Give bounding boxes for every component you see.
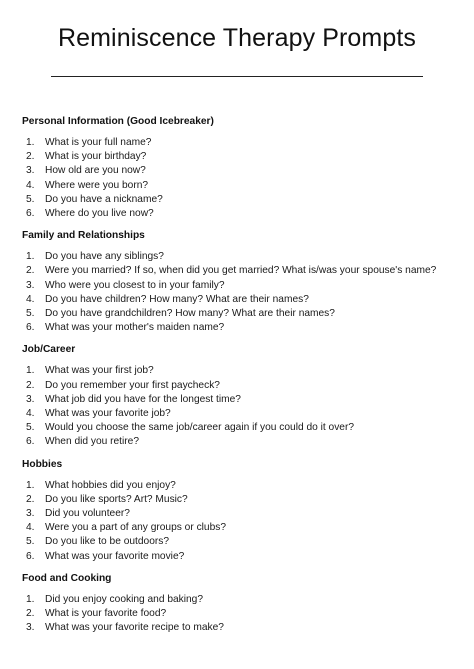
item-text: Who were you closest to in your family? (45, 279, 225, 291)
item-text: Do you have any siblings? (45, 251, 164, 263)
item-number: 1. (26, 137, 35, 148)
item-text: Where were you born? (45, 179, 149, 191)
list-item (22, 364, 462, 378)
item-number: 6. (26, 436, 35, 448)
item-text: Do you have grandchildren? How many? What are their names? (45, 308, 335, 320)
section-heading: Family and Relationships (22, 230, 145, 242)
prompt-list (22, 479, 462, 564)
section-heading: Job/Career (22, 344, 76, 356)
item-text: Did you enjoy cooking and baking? (45, 593, 204, 605)
item-number: 5. (26, 193, 35, 205)
item-number: 1. (26, 365, 35, 377)
prompt-list (22, 593, 462, 636)
section-heading: Personal Information (Good Icebreaker) (22, 116, 214, 127)
item-text: Do you like sports? Art? Music? (45, 493, 188, 505)
list-item (22, 164, 462, 178)
item-number: 1. (26, 251, 35, 263)
item-number: 5. (26, 536, 35, 548)
item-text: Do you like to be outdoors? (45, 536, 170, 548)
list-item (22, 435, 462, 449)
item-text: How old are you now? (45, 165, 146, 177)
item-number: 5. (26, 308, 35, 320)
list-item (22, 493, 462, 507)
list-item (22, 307, 462, 321)
list-item (22, 250, 462, 264)
item-text: What was your favorite job? (45, 408, 171, 420)
prompt-list (22, 364, 462, 449)
item-number: 2. (26, 151, 35, 163)
item-number: 4. (26, 179, 35, 191)
item-number: 3. (26, 508, 35, 520)
item-number: 6. (26, 322, 35, 334)
item-number: 5. (26, 422, 35, 434)
item-text: What hobbies did you enjoy? (45, 479, 176, 491)
list-item (22, 293, 462, 307)
section-personal-information (22, 114, 462, 221)
list-item (22, 193, 462, 207)
item-text: Did you volunteer? (45, 508, 130, 520)
item-number: 4. (26, 293, 35, 305)
list-item (22, 621, 462, 635)
list-item (22, 607, 462, 621)
document-content (22, 114, 462, 642)
prompt-list (22, 136, 462, 221)
item-text: What job did you have for the longest time? (45, 393, 241, 405)
list-item (22, 279, 462, 293)
item-text: What was your mother's maiden name? (45, 322, 225, 334)
item-text: Do you have a nickname? (45, 193, 163, 205)
list-item (22, 136, 462, 150)
item-number: 3. (26, 279, 35, 291)
list-item (22, 321, 462, 335)
item-number: 2. (26, 608, 35, 620)
item-text: Were you married? If so, when did you get married? What is/was your spouse's name? (45, 265, 437, 277)
list-item (22, 535, 462, 549)
item-number: 3. (26, 393, 35, 405)
list-item (22, 379, 462, 393)
list-item (22, 150, 462, 164)
item-text: Do you remember your first paycheck? (45, 379, 220, 391)
list-item (22, 421, 462, 435)
item-text: What was your favorite movie? (45, 550, 185, 562)
list-item (22, 479, 462, 493)
item-number: 4. (26, 408, 35, 420)
list-item (22, 407, 462, 421)
item-number: 3. (26, 165, 35, 177)
section-heading: Hobbies (22, 458, 63, 470)
title-divider (51, 76, 423, 77)
section-family-relationships (22, 228, 462, 335)
item-number: 6. (26, 208, 35, 220)
section-hobbies (22, 457, 462, 564)
list-item (22, 393, 462, 407)
item-number: 1. (26, 593, 35, 605)
item-number: 4. (26, 522, 35, 534)
item-number: 2. (26, 265, 35, 277)
item-number: 6. (26, 550, 35, 562)
section-heading: Food and Cooking (22, 572, 112, 584)
list-item (22, 593, 462, 607)
list-item (22, 507, 462, 521)
item-text: Do you have children? How many? What are their names? (45, 293, 309, 305)
list-item (22, 264, 462, 278)
list-item (22, 179, 462, 193)
section-job-career (22, 342, 462, 449)
item-text: Where do you live now? (45, 208, 154, 220)
item-text: What is your birthday? (45, 151, 147, 163)
item-text: What was your favorite recipe to make? (45, 622, 224, 634)
item-number: 1. (26, 479, 35, 491)
item-text: What is your full name? (45, 137, 152, 148)
item-text: Were you a part of any groups or clubs? (45, 522, 227, 534)
section-food-cooking (22, 571, 462, 636)
list-item (22, 207, 462, 221)
list-item (22, 550, 462, 564)
item-number: 2. (26, 379, 35, 391)
page-title: Reminiscence Therapy Prompts (57, 24, 417, 52)
item-text: What was your first job? (45, 365, 154, 377)
item-text: What is your favorite food? (45, 608, 167, 620)
item-text: When did you retire? (45, 436, 140, 448)
list-item (22, 521, 462, 535)
item-number: 3. (26, 622, 35, 634)
item-text: Would you choose the same job/career again if you could do it over? (45, 422, 355, 434)
prompt-list (22, 250, 462, 335)
item-number: 2. (26, 493, 35, 505)
